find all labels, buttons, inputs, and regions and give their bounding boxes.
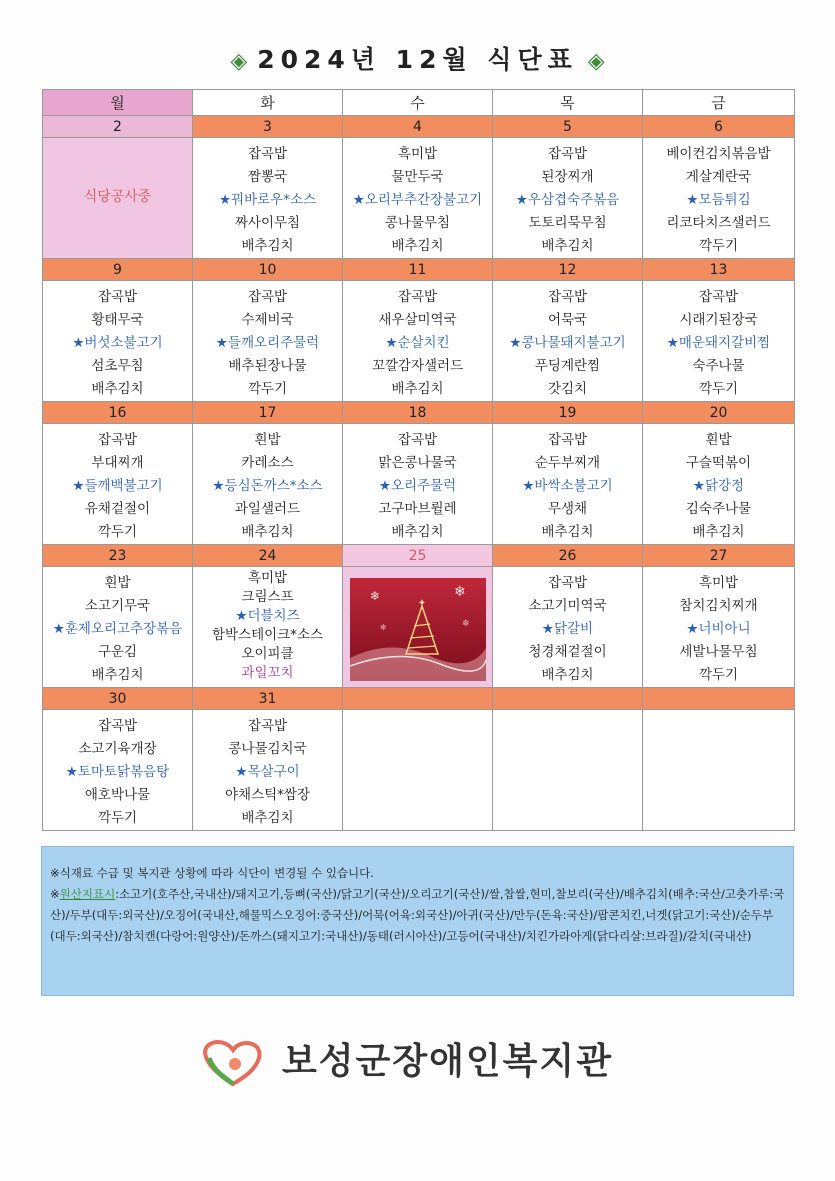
meal-items	[43, 710, 192, 830]
menu-item: 잡곡밥	[247, 718, 288, 734]
meal-row	[43, 424, 795, 545]
notes-box	[41, 846, 794, 996]
menu-item: 잡곡밥	[97, 718, 138, 734]
meal-items	[343, 710, 492, 715]
menu-item: 잡곡밥	[547, 575, 588, 591]
menu-item: 부대찌개	[91, 455, 144, 471]
main-dish-item: ★들깨오리주물럭	[215, 335, 320, 351]
menu-item: 청경채겉절이	[528, 644, 607, 660]
date-cell: 10	[193, 259, 343, 281]
date-cell: 6	[643, 116, 795, 138]
menu-item: 카레소스	[241, 455, 294, 471]
weekday-wednesday: 수	[343, 90, 493, 116]
main-dish-item: ★모듬튀김	[686, 192, 751, 208]
meal-cell	[643, 424, 795, 545]
meal-cell	[343, 710, 493, 831]
meal-cell	[343, 138, 493, 259]
svg-text:❄: ❄	[369, 589, 380, 603]
diamond-icon-left: ◈	[230, 49, 248, 74]
menu-item: 애호박나물	[84, 787, 151, 803]
weekday-thursday: 목	[493, 90, 643, 116]
main-dish-item: ★닭갈비	[541, 621, 594, 637]
date-cell: 11	[343, 259, 493, 281]
meal-items	[193, 281, 342, 401]
meal-row	[43, 567, 795, 688]
svg-text:❄: ❄	[453, 584, 466, 600]
main-dish-item: ★훈제오리고추장볶음	[52, 621, 183, 637]
meal-items	[643, 567, 794, 687]
meal-items	[643, 138, 794, 258]
menu-item: 야채스틱*쌈장	[225, 787, 310, 803]
menu-item: 오이피클	[241, 646, 294, 662]
weekday-header-row	[43, 90, 795, 116]
menu-item: 배추김치	[241, 810, 294, 826]
meal-items	[43, 281, 192, 401]
menu-item: 참치김치찌개	[679, 598, 758, 614]
menu-item: 리코타치즈샐러드	[666, 215, 771, 231]
meal-items	[343, 424, 492, 544]
menu-item: 깍두기	[698, 381, 739, 397]
date-row	[43, 402, 795, 424]
svg-text:✦: ✦	[417, 598, 426, 609]
meal-cell	[43, 281, 193, 402]
main-dish-item: ★꿔바로우*소스	[218, 192, 317, 208]
heart-logo-icon	[205, 1042, 259, 1084]
menu-item: 소고기무국	[84, 598, 151, 614]
menu-item: 배추김치	[692, 524, 745, 540]
main-dish-item: ★콩나물돼지불고기	[509, 335, 626, 351]
main-dish-item: ★우삼겹숙주볶음	[515, 192, 620, 208]
menu-item: 배추김치	[391, 238, 444, 254]
welfare-center-name: 보성군장애인복지관	[282, 1041, 613, 1082]
meal-cell	[643, 138, 795, 259]
menu-item: 짬뽕국	[247, 169, 288, 185]
menu-item: 잡곡밥	[547, 432, 588, 448]
closed-notice: 식당공사중	[83, 189, 152, 205]
menu-item: 깍두기	[247, 381, 288, 397]
meal-row	[43, 281, 795, 402]
meal-cell	[493, 424, 643, 545]
date-row	[43, 545, 795, 567]
menu-item: 깍두기	[97, 810, 138, 826]
main-dish-item: ★순살치킨	[385, 335, 450, 351]
meal-items	[493, 710, 642, 715]
menu-item: 배추김치	[91, 667, 144, 683]
meal-items	[193, 567, 342, 683]
menu-item: 고구마브륄레	[378, 501, 457, 517]
menu-item: 김숙주나물	[685, 501, 752, 517]
menu-item: 시래기된장국	[679, 312, 758, 328]
date-cell: 24	[193, 545, 343, 567]
main-dish-item: ★바싹소불고기	[522, 478, 613, 494]
notes-change-notice: ※식재료 수급 및 복지관 상황에 따라 식단이 변경될 수 있습니다.	[50, 866, 374, 880]
menu-item: 배추김치	[541, 667, 594, 683]
main-dish-item: ★등심돈까스*소스	[212, 478, 323, 494]
meal-items	[343, 281, 492, 401]
date-cell: 4	[343, 116, 493, 138]
menu-item: 된장찌개	[541, 169, 594, 185]
date-cell: 12	[493, 259, 643, 281]
menu-item: 배추김치	[241, 238, 294, 254]
menu-item: 깍두기	[698, 238, 739, 254]
main-dish-item: ★매운돼지갈비찜	[666, 335, 771, 351]
meal-items	[643, 710, 794, 715]
date-row	[43, 259, 795, 281]
meal-items	[643, 281, 794, 401]
menu-item: 물만두국	[391, 169, 444, 185]
meal-cell	[193, 138, 343, 259]
meal-cell	[43, 710, 193, 831]
date-cell: 26	[493, 545, 643, 567]
menu-item: 도토리묵무침	[528, 215, 607, 231]
meal-items	[493, 424, 642, 544]
menu-item: 수제비국	[241, 312, 294, 328]
meal-items	[343, 138, 492, 258]
date-cell: 5	[493, 116, 643, 138]
notes-origin	[50, 884, 785, 947]
meal-cell	[493, 710, 643, 831]
meal-cell	[643, 567, 795, 688]
meal-cell	[193, 281, 343, 402]
menu-item: 배추된장나물	[228, 358, 307, 374]
menu-item: 배추김치	[391, 381, 444, 397]
menu-item: 잡곡밥	[247, 289, 288, 305]
meal-cell	[193, 710, 343, 831]
weekday-monday: 월	[43, 90, 193, 116]
date-row	[43, 688, 795, 710]
date-cell	[643, 688, 795, 710]
menu-item: 크림스프	[241, 589, 294, 605]
menu-item: 잡곡밥	[397, 289, 438, 305]
menu-item: 과일꼬치	[241, 665, 294, 681]
menu-item: 잡곡밥	[397, 432, 438, 448]
menu-item: 구슬떡볶이	[685, 455, 752, 471]
meal-items	[493, 138, 642, 258]
meal-cell	[343, 567, 493, 688]
menu-item: 소고기미역국	[528, 598, 607, 614]
menu-item: 세발나물무침	[679, 644, 758, 660]
main-dish-item: ★너비아니	[686, 621, 751, 637]
menu-item: 잡곡밥	[547, 146, 588, 162]
date-cell: 9	[43, 259, 193, 281]
menu-item: 꼬깔감자샐러드	[371, 358, 464, 374]
meal-cell	[343, 424, 493, 545]
menu-item: 잡곡밥	[547, 289, 588, 305]
date-cell: 3	[193, 116, 343, 138]
menu-item: 배추김치	[391, 524, 444, 540]
meal-cell	[193, 567, 343, 688]
main-dish-item: ★더블치즈	[235, 608, 300, 624]
meal-cell	[493, 138, 643, 259]
menu-item: 흰밥	[104, 575, 131, 591]
meal-cell	[643, 281, 795, 402]
meal-cell	[493, 281, 643, 402]
meal-cell	[643, 710, 795, 831]
date-cell: 30	[43, 688, 193, 710]
menu-item: 과일샐러드	[234, 501, 301, 517]
menu-item: 깍두기	[97, 524, 138, 540]
main-dish-item: ★닭강정	[692, 478, 745, 494]
meal-cell	[193, 424, 343, 545]
menu-item: 잡곡밥	[698, 289, 739, 305]
menu-item: 함박스테이크*소스	[211, 627, 324, 643]
menu-item: 잡곡밥	[247, 146, 288, 162]
meal-row	[43, 138, 795, 259]
menu-item: 구운김	[97, 644, 138, 660]
date-cell: 27	[643, 545, 795, 567]
menu-item: 흰밥	[705, 432, 732, 448]
date-cell: 19	[493, 402, 643, 424]
svg-text:❄: ❄	[461, 619, 470, 629]
date-cell: 18	[343, 402, 493, 424]
menu-item: 흑미밥	[397, 146, 438, 162]
menu-item: 흰밥	[254, 432, 281, 448]
menu-item: 게살계란국	[685, 169, 752, 185]
menu-item: 깍두기	[698, 667, 739, 683]
meal-cell	[43, 567, 193, 688]
menu-item: 소고기육개장	[78, 741, 157, 757]
menu-item: 배추김치	[241, 524, 294, 540]
origin-prefix: ※	[50, 887, 60, 901]
menu-item: 무생채	[547, 501, 588, 517]
main-dish-item: ★오리부추간장불고기	[352, 192, 483, 208]
origin-label: 원산지표시	[59, 887, 116, 901]
menu-item: 숙주나물	[692, 358, 745, 374]
menu-item: 배추김치	[541, 524, 594, 540]
date-cell: 20	[643, 402, 795, 424]
meal-items	[43, 424, 192, 544]
meal-cell	[43, 138, 193, 259]
meal-items	[193, 710, 342, 830]
menu-item: 갓김치	[547, 381, 588, 397]
menu-item: 순두부찌개	[534, 455, 601, 471]
menu-item: 콩나물김치국	[228, 741, 307, 757]
menu-item: 황태무국	[91, 312, 144, 328]
menu-item: 베이컨김치볶음밥	[666, 146, 771, 162]
menu-item: 푸딩계란찜	[534, 358, 601, 374]
christmas-tree-image	[350, 578, 486, 681]
menu-item: 흑미밥	[698, 575, 739, 591]
menu-item: 유채겉절이	[84, 501, 151, 517]
diamond-icon-right: ◈	[587, 49, 605, 74]
weekday-tuesday: 화	[193, 90, 343, 116]
meal-items	[193, 424, 342, 544]
meal-row	[43, 710, 795, 831]
meal-cell	[43, 424, 193, 545]
menu-item: 배추김치	[541, 238, 594, 254]
date-cell: 13	[643, 259, 795, 281]
date-cell: 16	[43, 402, 193, 424]
date-row	[43, 116, 795, 138]
date-cell: 31	[193, 688, 343, 710]
meal-cell	[493, 567, 643, 688]
meal-items	[493, 281, 642, 401]
meal-items	[643, 424, 794, 544]
menu-item: 어묵국	[547, 312, 588, 328]
meal-items	[43, 567, 192, 687]
date-cell: 25	[343, 545, 493, 567]
date-cell: 23	[43, 545, 193, 567]
date-cell	[493, 688, 643, 710]
menu-item: 짜사이무침	[234, 215, 301, 231]
menu-item: 맑은콩나물국	[378, 455, 457, 471]
meal-items	[493, 567, 642, 687]
menu-table	[42, 89, 795, 831]
title-text: 2024년 12월 식단표	[257, 45, 578, 74]
meal-items	[193, 138, 342, 258]
meal-cell	[343, 281, 493, 402]
weekday-friday: 금	[643, 90, 795, 116]
menu-item: 콩나물무침	[384, 215, 451, 231]
main-dish-item: ★목살구이	[235, 764, 300, 780]
menu-item: 잡곡밥	[97, 432, 138, 448]
main-dish-item: ★들깨백불고기	[72, 478, 163, 494]
menu-item: 배추김치	[91, 381, 144, 397]
main-dish-item: ★오리주물럭	[378, 478, 457, 494]
page-title	[0, 40, 835, 76]
origin-text: :소고기(호주산,국내산)/돼지고기,등뼈(국산)/닭고기(국산)/오리고기(국산)/쌀,찹쌀,현미,찰보리(국산)/배추김치(배추:국산/고춧가루:국산)/두부(대두:외국산)/오징어(국내산,해물믹스오징어:중국산)/어묵(어육:외국산)/아귀(국산)/만두(돈육:국산)/팝콘치킨,너겟(닭고기:국산)/순두부(대두:외국산)/참치캔(다랑어:원양산)/돈까스(돼지고기:국내산)/동태(러시아산)/고등어(국내산)/치킨가라아게(닭다리살:브라질)/갈치(국내산)	[50, 887, 785, 943]
menu-item: 흑미밥	[247, 570, 288, 586]
menu-item: 새우살미역국	[378, 312, 457, 328]
svg-text:❄: ❄	[379, 623, 387, 632]
menu-item: 잡곡밥	[97, 289, 138, 305]
date-cell: 17	[193, 402, 343, 424]
main-dish-item: ★버섯소불고기	[72, 335, 163, 351]
menu-item: 섬초무침	[91, 358, 144, 374]
date-cell: 2	[43, 116, 193, 138]
main-dish-item: ★토마토닭볶음탕	[65, 764, 170, 780]
date-cell	[343, 688, 493, 710]
